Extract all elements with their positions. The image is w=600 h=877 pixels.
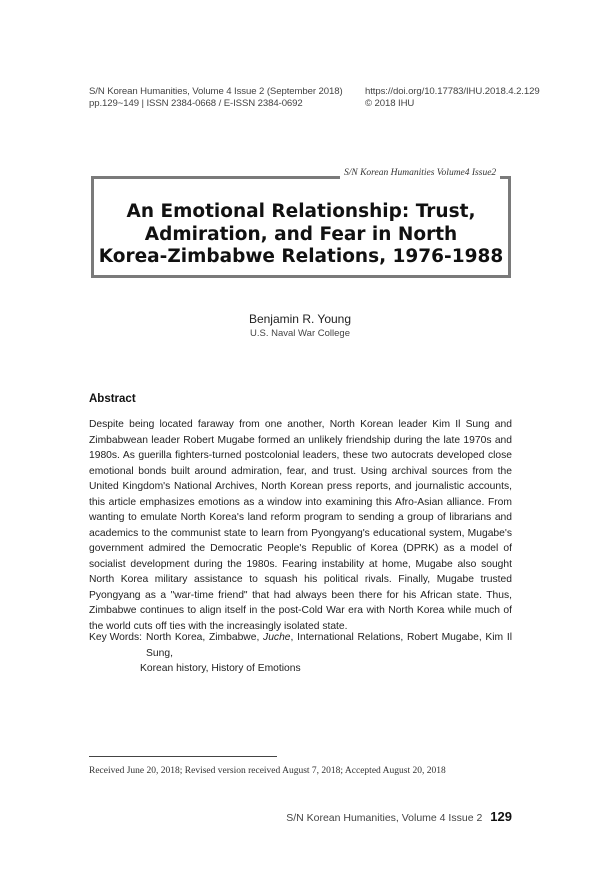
copyright: © 2018 IHU	[365, 98, 415, 109]
received-dates: Received June 20, 2018; Revised version received August 7, 2018; Accepted August 20, 2018	[89, 766, 446, 776]
keyword-juche: Juche	[263, 632, 291, 643]
doi-header	[365, 86, 540, 110]
doi-link[interactable]: https://doi.org/10.17783/IHU.2018.4.2.129	[365, 86, 540, 97]
title-line: Korea-Zimbabwe Relations, 1976-1988	[98, 246, 504, 267]
keywords-line2: Korean history, History of Emotions	[140, 663, 301, 674]
journal-tag: S/N Korean Humanities Volume4 Issue2	[344, 168, 497, 178]
title-box	[91, 176, 511, 278]
page-footer	[286, 808, 512, 826]
footnote-rule	[89, 756, 277, 757]
keywords-text	[146, 630, 512, 661]
author-affiliation: U.S. Naval War College	[250, 328, 350, 339]
keywords-part: North Korea, Zimbabwe,	[146, 632, 264, 643]
title-line: Admiration, and Fear in North	[144, 223, 458, 245]
keywords-label: Key Words:	[89, 632, 143, 643]
journal-citation: S/N Korean Humanities, Volume 4 Issue 2 (September 2018)	[89, 86, 343, 97]
title-line: An Emotional Relationship: Trust,	[126, 201, 476, 222]
citation-header	[89, 86, 343, 110]
abstract-heading: Abstract	[89, 393, 136, 405]
paper-title	[94, 201, 508, 269]
page-number: 129	[490, 809, 512, 824]
abstract-body: Despite being located faraway from one another, North Korean leader Kim Il Sung and Zimbabwean leader Robert Mugabe formed an unlikely friendship during the late 1970s and 1980s. As guerilla fighters-turned postcolonial leaders, these two autocrats developed close emotional bonds built around admiration, fear, and trust. Using archival sources from the United Kingdom's National Archives, North Korean press reports, and journalistic accounts, this article emphasizes emotions as a window into examining this Afro-Asian alliance. From wanting to emulate North Korea's land reform program to sending a group of librarians and academics to the communist state to learn from Pyongyang's educational system, Mugabe's government admired the Democratic People's Republic of Korea (DPRK) as a model of socialist development during the 1980s. Fearing instability at home, Mugabe also sought North Korea military assistance to squash his political rivals. Finally, Mugabe trusted Pyongyang as a "war-time friend" that had always been there for his African state. Thus, Zimbabwe continues to align itself in the post-Cold War era with North Korea while much of the world cuts off ties with the increasingly isolated state.	[89, 419, 512, 632]
pages-issn: pp.129~149 | ISSN 2384-0668 / E-ISSN 2384-0692	[89, 98, 303, 109]
author-name: Benjamin R. Young	[248, 312, 352, 326]
footer-journal: S/N Korean Humanities, Volume 4 Issue 2	[286, 812, 483, 824]
keywords	[89, 630, 512, 677]
keywords-row	[89, 630, 512, 661]
keywords-part: , International Relations, Robert Mugabe, Kim Il Sung,	[146, 632, 512, 659]
